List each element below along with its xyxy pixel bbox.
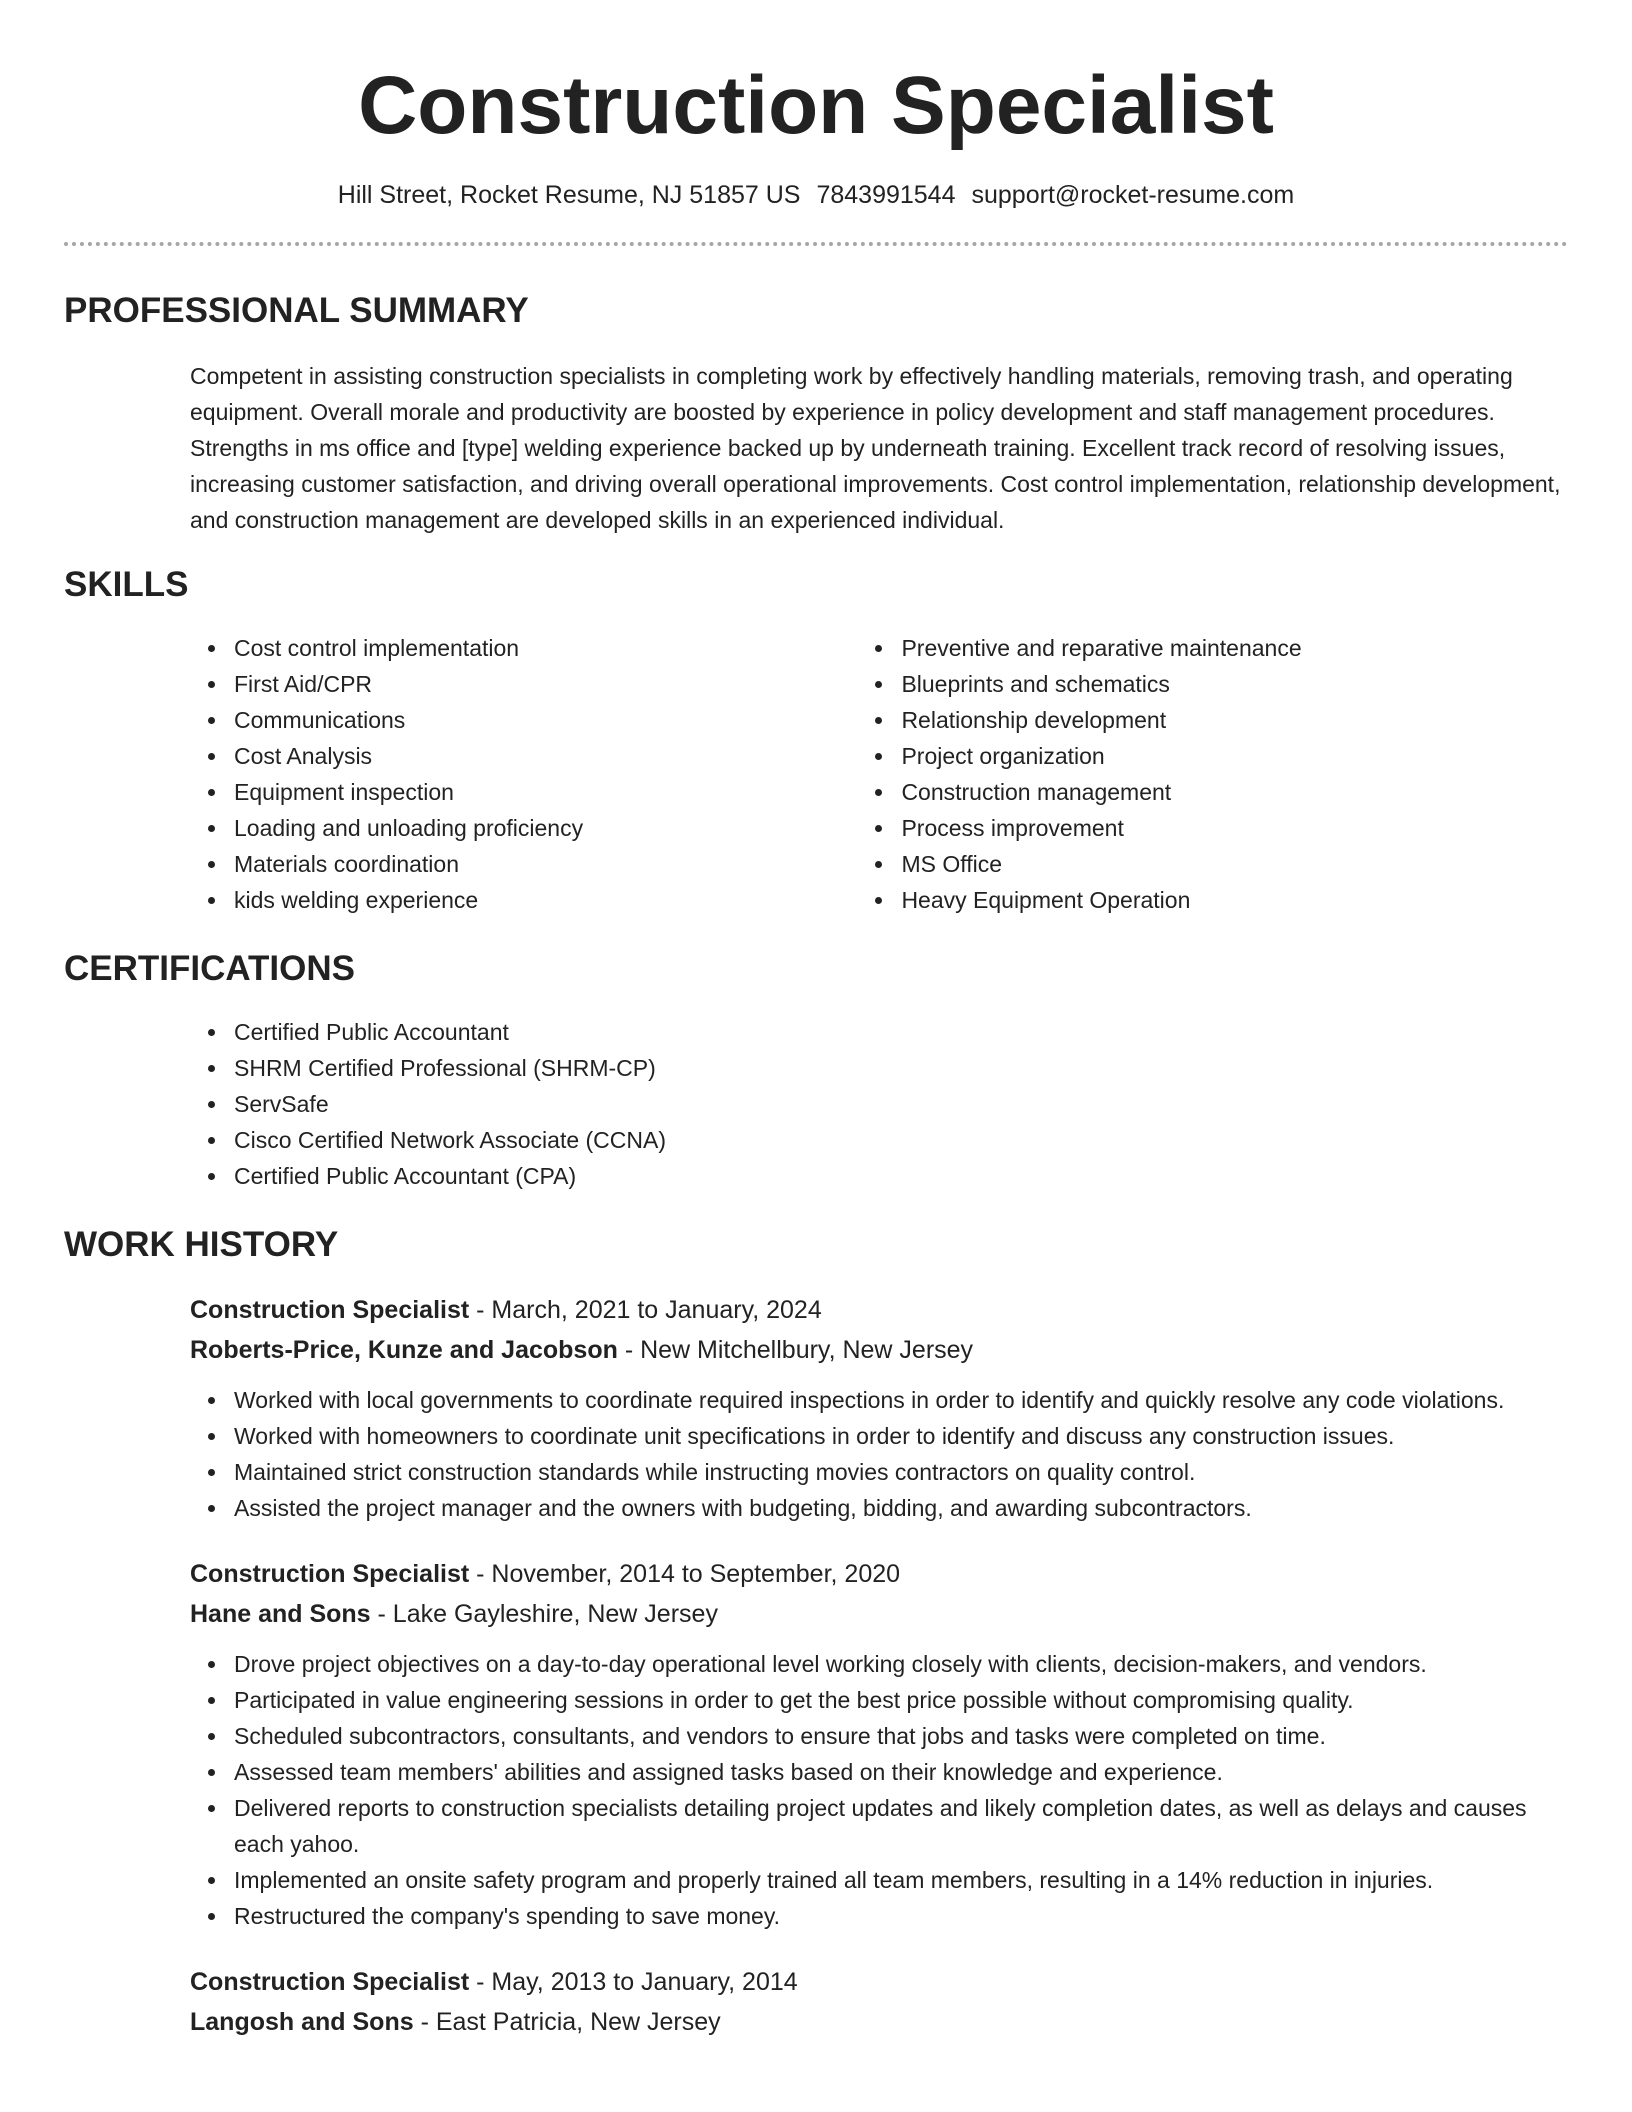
job-duty: Drove project objectives on a day-to-day operational level working closely with clients, decision-makers, and vendors. <box>234 1646 1568 1682</box>
job-duty: Scheduled subcontractors, consultants, and vendors to ensure that jobs and tasks were completed on time. <box>234 1718 1568 1754</box>
job-company-line <box>190 2002 1568 2042</box>
job-entry <box>190 1290 1568 1526</box>
skills-section <box>64 564 1568 918</box>
summary-section <box>64 290 1568 538</box>
job-title: Construction Specialist <box>190 1296 470 1324</box>
job-location: - Lake Gayleshire, New Jersey <box>370 1600 718 1628</box>
skills-list-left <box>64 630 857 918</box>
skill-item: Communications <box>234 702 857 738</box>
skill-item: Preventive and reparative maintenance <box>901 630 1568 666</box>
job-title: Construction Specialist <box>190 1560 470 1588</box>
skill-item: Loading and unloading proficiency <box>234 810 857 846</box>
contact-email: support@rocket-resume.com <box>971 181 1295 209</box>
job-duty: Delivered reports to construction specialists detailing project updates and likely completion dates, as well as delays and causes each yahoo. <box>234 1790 1568 1862</box>
job-dates: - November, 2014 to September, 2020 <box>469 1560 901 1588</box>
job-title-line <box>190 1290 1568 1330</box>
job-entry <box>190 1554 1568 1934</box>
job-company: Hane and Sons <box>190 1600 371 1628</box>
skill-item: MS Office <box>901 846 1568 882</box>
summary-text: Competent in assisting construction specialists in completing work by effectively handling materials, removing trash, and operating equipment. Overall morale and productivity are boosted by experience in policy development and staff management procedures. Strengths in ms office and [type] welding experience backed up by underneath training. Excellent track record of resolving issues, increasing customer satisfaction, and driving overall operational improvements. Cost control implementation, relationship development, and construction management are developed skills in an experienced individual. <box>190 363 1561 533</box>
contact-address: Hill Street, Rocket Resume, NJ 51857 US <box>337 181 801 209</box>
job-title: Construction Specialist <box>190 1968 470 1996</box>
job-dates: - March, 2021 to January, 2024 <box>469 1296 822 1324</box>
certification-item: SHRM Certified Professional (SHRM-CP) <box>234 1050 1568 1086</box>
certification-item: Certified Public Accountant (CPA) <box>234 1158 1568 1194</box>
skills-columns <box>190 630 1568 918</box>
skill-item: Construction management <box>901 774 1568 810</box>
skill-item: Cost Analysis <box>234 738 857 774</box>
job-duty: Maintained strict construction standards while instructing movies contractors on quality control. <box>234 1454 1568 1490</box>
job-duties-list <box>190 1646 1568 1934</box>
job-duty: Implemented an onsite safety program and properly trained all team members, resulting in a 14% reduction in injuries. <box>234 1862 1568 1898</box>
job-location: - New Mitchellbury, New Jersey <box>617 1336 974 1364</box>
job-duties-list <box>190 1382 1568 1526</box>
skill-item: Cost control implementation <box>234 630 857 666</box>
job-duty: Assisted the project manager and the owners with budgeting, bidding, and awarding subcontractors. <box>234 1490 1568 1526</box>
skill-item: Blueprints and schematics <box>901 666 1568 702</box>
job-title-line <box>190 1554 1568 1594</box>
summary-heading: PROFESSIONAL SUMMARY <box>64 291 529 330</box>
job-duty: Participated in value engineering sessions in order to get the best price possible without compromising quality. <box>234 1682 1568 1718</box>
certifications-heading: CERTIFICATIONS <box>64 949 356 988</box>
certification-item: Cisco Certified Network Associate (CCNA) <box>234 1122 1568 1158</box>
contact-phone: 7843991544 <box>816 181 956 209</box>
job-entry <box>190 1962 1568 2042</box>
skill-item: Project organization <box>901 738 1568 774</box>
job-company-line <box>190 1330 1568 1370</box>
certifications-section <box>64 948 1568 1194</box>
skill-item: Heavy Equipment Operation <box>901 882 1568 918</box>
resume-name: Construction Specialist <box>358 60 1274 151</box>
header-divider <box>64 242 1568 246</box>
job-company: Langosh and Sons <box>190 2008 414 2036</box>
skill-item: First Aid/CPR <box>234 666 857 702</box>
certification-item: ServSafe <box>234 1086 1568 1122</box>
skills-heading: SKILLS <box>64 565 189 604</box>
skills-list-right <box>857 630 1568 918</box>
job-company-line <box>190 1594 1568 1634</box>
skill-item: Materials coordination <box>234 846 857 882</box>
job-company: Roberts-Price, Kunze and Jacobson <box>190 1336 618 1364</box>
work-history-section <box>64 1224 1568 2042</box>
skill-item: Equipment inspection <box>234 774 857 810</box>
job-duty: Worked with local governments to coordinate required inspections in order to identify and quickly resolve any code violations. <box>234 1382 1568 1418</box>
work-history-heading: WORK HISTORY <box>64 1225 339 1264</box>
job-duty: Restructured the company's spending to save money. <box>234 1898 1568 1934</box>
job-dates: - May, 2013 to January, 2014 <box>469 1968 798 1996</box>
job-duty: Assessed team members' abilities and assigned tasks based on their knowledge and experience. <box>234 1754 1568 1790</box>
skill-item: Relationship development <box>901 702 1568 738</box>
contact-line <box>0 180 1632 210</box>
job-duty: Worked with homeowners to coordinate unit specifications in order to identify and discuss any construction issues. <box>234 1418 1568 1454</box>
skill-item: Process improvement <box>901 810 1568 846</box>
certifications-list <box>190 1014 1568 1194</box>
certification-item: Certified Public Accountant <box>234 1014 1568 1050</box>
job-title-line <box>190 1962 1568 2002</box>
job-location: - East Patricia, New Jersey <box>413 2008 721 2036</box>
skill-item: kids welding experience <box>234 882 857 918</box>
